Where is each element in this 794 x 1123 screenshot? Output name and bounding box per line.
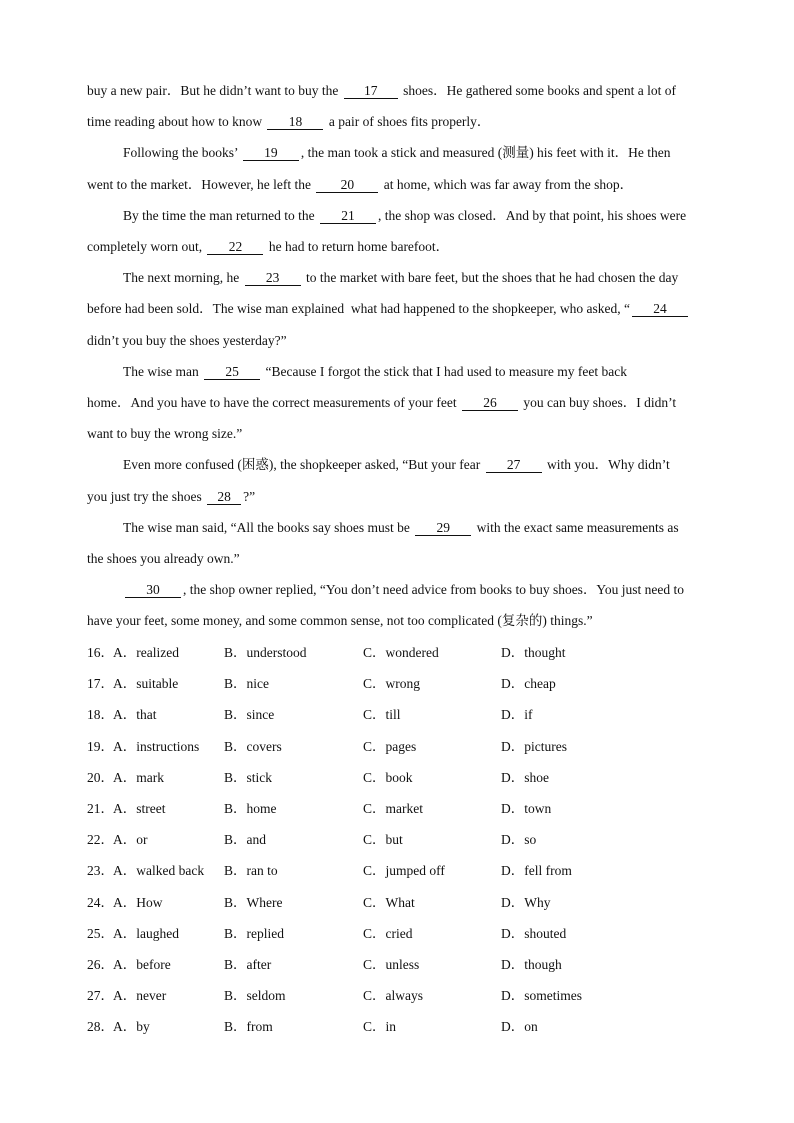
answer-blank-21: 21 [320, 208, 376, 224]
passage-text: he had to return home barefoot． [265, 239, 450, 254]
answer-blank-24: 24 [632, 301, 688, 317]
option-a: A．laughed [113, 925, 179, 941]
question-number: 24． [87, 894, 114, 910]
option-c: C．pages [363, 738, 417, 754]
question-row [87, 893, 707, 913]
option-d: D．though [501, 957, 562, 972]
option-a: A．realized [113, 645, 179, 660]
question-row [87, 955, 707, 975]
passage-line [123, 518, 709, 538]
answer-blank-25: 25 [204, 364, 260, 380]
passage-line [87, 81, 709, 101]
passage-text: you can buy shoes．I didn’t [520, 395, 677, 410]
passage-text: By the time the man returned to the [123, 207, 318, 223]
option-c: C．always [363, 988, 423, 1004]
passage-text: ?” [243, 488, 256, 504]
option-b: B．from [224, 1019, 273, 1035]
passage-text: The wise man said, “All the books say shoes must be [123, 519, 414, 535]
passage-line [87, 331, 709, 351]
question-number: 20． [87, 769, 114, 785]
answer-blank-28: 28 [207, 489, 241, 505]
option-b: B．since [224, 707, 275, 723]
passage-line [123, 268, 709, 288]
passage-text: The wise man [123, 363, 203, 379]
answer-blank-27: 27 [486, 457, 542, 473]
passage-text: with the exact same measurements as [473, 519, 679, 535]
option-c: C．but [363, 832, 403, 848]
passage-line [87, 611, 709, 631]
passage-text: didn’t you buy the shoes yesterday?” [87, 332, 287, 348]
passage-text: The next morning, he [123, 270, 243, 286]
option-b: B．replied [224, 925, 284, 941]
passage-text: , the shop was closed．And by that point, his shoes were [377, 207, 687, 223]
question-number: 25． [87, 925, 114, 941]
option-d: D．shouted [501, 925, 567, 941]
passage-line [123, 362, 709, 382]
option-d: D．sometimes [501, 988, 582, 1004]
question-row [87, 799, 707, 819]
passage-text: completely worn out, [87, 239, 206, 254]
passage-text: , the man took a stick and measured (测量) his feet with it．He then [300, 145, 671, 161]
passage-line [87, 424, 709, 444]
question-number: 22． [87, 832, 114, 848]
option-c: C．book [363, 769, 413, 785]
question-row [87, 861, 707, 881]
question-row [87, 924, 707, 944]
option-c: C．market [363, 801, 423, 816]
option-a: A．suitable [113, 676, 179, 692]
option-a: A．street [113, 801, 166, 816]
option-d: D．Why [501, 894, 551, 910]
option-b: B．covers [224, 738, 282, 754]
option-a: A．walked back [113, 863, 205, 879]
passage-text: the shoes you already own.” [87, 551, 240, 566]
option-a: A．How [113, 894, 163, 910]
option-b: B．Where [224, 894, 283, 910]
option-c: C．cried [363, 925, 413, 941]
question-row [87, 643, 707, 663]
passage-line [87, 549, 709, 569]
question-row [87, 986, 707, 1006]
passage-line [87, 112, 709, 132]
question-row [87, 737, 707, 757]
answer-blank-19: 19 [243, 145, 299, 161]
passage-text: Even more confused (困惑), the shopkeeper asked, “But your fear [123, 457, 484, 473]
passage-text: before had been sold．The wise man explained what had happened to the shopkeeper, who asked, “ [87, 301, 631, 317]
option-a: A．before [113, 957, 171, 972]
question-row [87, 674, 707, 694]
option-a: A．that [113, 707, 157, 723]
option-a: A．or [113, 832, 148, 848]
answer-blank-30: 30 [125, 582, 181, 598]
passage-text: buy a new pair．But he didn’t want to buy the [87, 83, 342, 98]
question-row [87, 830, 707, 850]
passage-line [123, 206, 709, 226]
option-d: D．shoe [501, 769, 549, 785]
answer-blank-20: 20 [316, 177, 378, 193]
option-c: C．jumped off [363, 863, 445, 879]
question-number: 21． [87, 801, 114, 816]
passage-text: want to buy the wrong size.” [87, 426, 243, 442]
answer-blank-18: 18 [267, 114, 323, 130]
answer-blank-17: 17 [344, 83, 398, 99]
passage-text: , the shop owner replied, “You don’t need advice from books to buy shoes．You just need to [183, 582, 684, 598]
passage-text: at home, which was far away from the shop． [380, 176, 634, 192]
question-number: 17． [87, 676, 114, 692]
passage-text: home．And you have to have the correct measurements of your feet [87, 395, 460, 410]
option-b: B．understood [224, 645, 307, 660]
option-b: B．stick [224, 769, 273, 785]
option-c: C．wrong [363, 676, 420, 692]
option-a: A．by [113, 1019, 150, 1035]
option-c: C．unless [363, 957, 420, 972]
option-a: A．never [113, 988, 167, 1004]
option-d: D．cheap [501, 676, 556, 692]
question-number: 16． [87, 645, 114, 660]
passage-text: to the market with bare feet, but the shoes that he had chosen the day [302, 270, 679, 286]
passage-line [87, 299, 709, 319]
question-number: 28． [87, 1019, 114, 1035]
answer-blank-23: 23 [245, 270, 301, 286]
option-d: D．town [501, 801, 552, 816]
passage-line [87, 487, 709, 507]
option-d: D．if [501, 707, 533, 723]
passage-line [87, 175, 709, 195]
passage-text: went to the market．However, he left the [87, 176, 315, 192]
option-d: D．so [501, 832, 537, 848]
passage-text: a pair of shoes fits properly． [325, 114, 491, 130]
option-b: B．home [224, 801, 277, 816]
option-b: B．after [224, 957, 272, 972]
option-b: B．ran to [224, 863, 278, 879]
question-number: 23． [87, 863, 114, 879]
answer-blank-29: 29 [415, 520, 471, 536]
passage-text: with you．Why didn’t [543, 457, 670, 473]
question-number: 27． [87, 988, 114, 1004]
option-c: C．till [363, 707, 401, 723]
option-c: C．in [363, 1019, 397, 1035]
option-c: C．What [363, 894, 415, 910]
question-row [87, 768, 707, 788]
question-number: 19． [87, 738, 114, 754]
passage-line [87, 237, 709, 257]
option-c: C．wondered [363, 645, 439, 660]
passage-text: “Because I forgot the stick that I had used to measure my feet back [262, 363, 627, 379]
option-b: B．nice [224, 676, 269, 692]
passage-text: time reading about how to know [87, 114, 266, 130]
passage-text: Following the books’ [123, 145, 241, 161]
question-number: 26． [87, 957, 114, 972]
option-d: D．fell from [501, 863, 572, 879]
passage-text: you just try the shoes [87, 488, 206, 504]
option-b: B．seldom [224, 988, 286, 1004]
option-d: D．on [501, 1019, 538, 1035]
option-a: A．instructions [113, 738, 200, 754]
question-number: 18． [87, 707, 114, 723]
passage-line [123, 143, 709, 163]
passage-line [123, 455, 709, 475]
question-row [87, 1017, 707, 1037]
passage-line [123, 580, 709, 600]
option-a: A．mark [113, 769, 164, 785]
answer-blank-26: 26 [462, 395, 518, 411]
passage-text: have your feet, some money, and some common sense, not too complicated (复杂的) things.” [87, 613, 593, 629]
option-b: B．and [224, 832, 266, 848]
option-d: D．thought [501, 645, 566, 660]
passage-text: shoes．He gathered some books and spent a lot of [399, 83, 677, 98]
question-row [87, 705, 707, 725]
option-d: D．pictures [501, 738, 567, 754]
answer-blank-22: 22 [207, 239, 263, 255]
passage-line [87, 393, 709, 413]
